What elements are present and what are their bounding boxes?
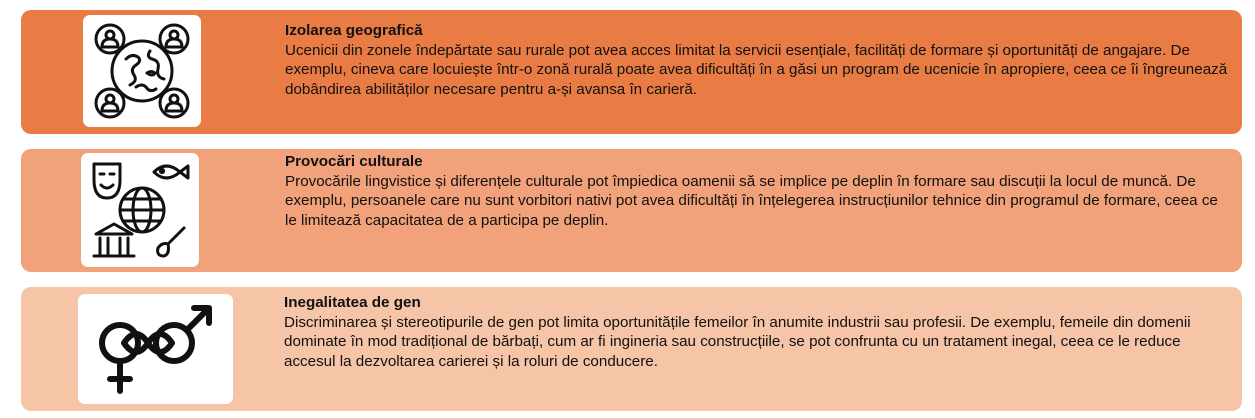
icon-container bbox=[81, 153, 199, 267]
globe-people-icon bbox=[92, 21, 192, 121]
card-text bbox=[285, 21, 1230, 99]
card-title: Inegalitatea de gen bbox=[284, 294, 421, 311]
card-geographic-isolation bbox=[21, 10, 1242, 134]
card-cultural-challenges bbox=[21, 149, 1242, 272]
card-text bbox=[285, 152, 1230, 230]
card-title: Izolarea geografică bbox=[285, 22, 423, 39]
culture-icon bbox=[88, 158, 192, 262]
card-body: Ucenicii din zonele îndepărtate sau rurale pot avea acces limitat la servicii esențiale, facilități de formare și oportunități de angajare. De exemplu, cineva care locuiește într-o zonă rurală poate avea dificultăți în a găsi un program de ucenicie în apropiere, ceea ce îi îngreunează dobândirea abilităților necesare pentru a-și avansa în carieră. bbox=[285, 41, 1228, 98]
card-body: Provocările lingvistice și diferențele culturale pot împiedica oamenii să se implice pe deplin în formare sau discuții la locul de muncă. De exemplu, persoanele care nu sunt vorbitori nativi pot avea dificultăți în înțelegerea instrucțiunilor tehnice din programul de formare, ceea ce le limitează capacitatea de a participa pe deplin. bbox=[285, 172, 1218, 229]
card-title: Provocări culturale bbox=[285, 153, 423, 170]
icon-container bbox=[83, 15, 201, 127]
icon-container bbox=[78, 294, 233, 404]
card-text bbox=[284, 293, 1229, 371]
gender-symbols-icon bbox=[86, 299, 226, 399]
card-gender-inequality bbox=[21, 287, 1242, 411]
card-body: Discriminarea și stereotipurile de gen pot limita oportunitățile femeilor în anumite industrii sau profesii. De exemplu, femeile din domenii dominate în mod tradițional de bărbați, cum ar fi ingineria sau construcțiile, se pot confrunta cu un tratament inegal, ceea ce le reduce accesul la dezvoltarea carierei și la roluri de conducere. bbox=[284, 313, 1191, 370]
